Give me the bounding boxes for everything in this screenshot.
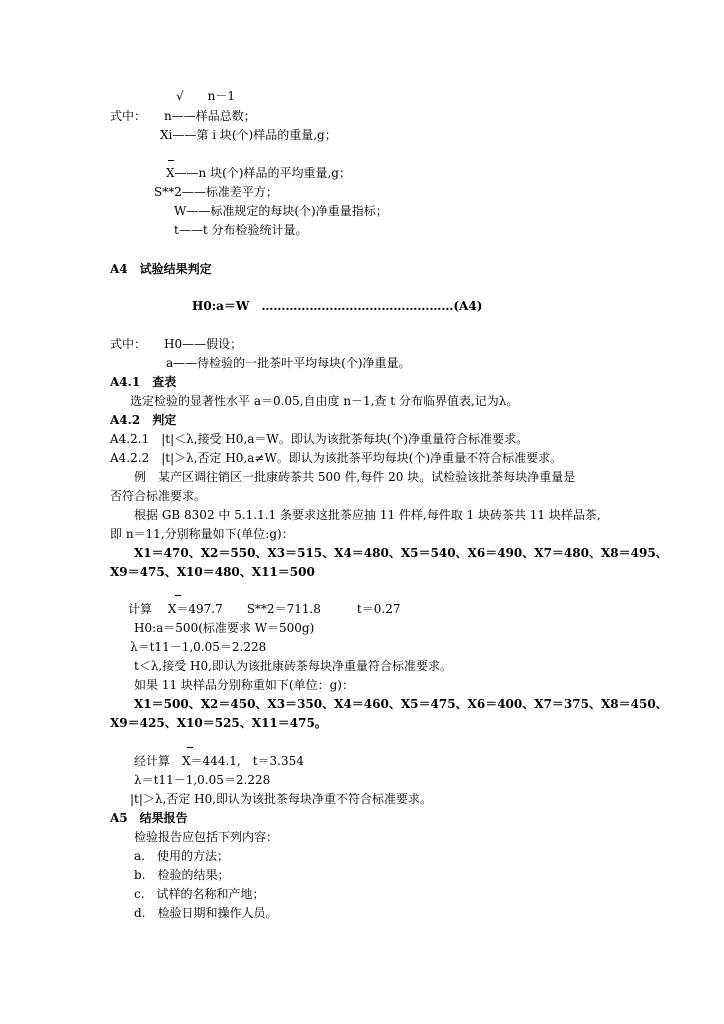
lambda-2: λ＝t11－1,0.05＝2.228 — [134, 773, 271, 787]
report-item-d: d. 检验日期和操作人员。 — [134, 906, 278, 920]
heading-a4-2: A4.2 判定 — [110, 413, 177, 427]
basis-line-2: 即 n＝11,分别称量如下(单位:g)： — [110, 527, 294, 541]
sample-weights-2b: X9＝425、X10＝525、X11＝475。 — [110, 716, 327, 730]
legend-s2: S**2——标准差平方； — [154, 185, 278, 199]
overbar-mark — [187, 747, 193, 748]
legend-n: 式中： n——样品总数； — [110, 109, 256, 123]
report-item-a: a. 使用的方法； — [134, 849, 229, 863]
lambda-1: λ＝t11－1,0.05＝2.228 — [130, 640, 267, 654]
sample-weights-1b: X9＝475、X10＝480、X11＝500 — [110, 565, 315, 579]
overbar-mark — [175, 595, 181, 596]
calc-result-1: 计算 X＝497.7 S**2＝711.8 t＝0.27 — [128, 602, 401, 616]
overbar-mark — [168, 160, 174, 161]
legend-t: t——t 分布检验统计量。 — [174, 223, 308, 237]
calc-result-2: 经计算 X＝444.1, t＝3.354 — [134, 754, 304, 768]
basis-line-1: 根据 GB 8302 中 5.1.1.1 条要求这批茶应抽 11 件样,每件取 1 块砖茶共 11 块样品茶, — [134, 508, 601, 522]
section-heading-a5: A5 结果报告 — [110, 811, 188, 825]
section-heading-a4: A4 试验结果判定 — [110, 262, 212, 276]
report-intro: 检验报告应包括下列内容： — [134, 830, 279, 844]
legend-xi: Xi——第 i 块(个)样品的重量,g； — [160, 128, 337, 142]
legend-w: W——标准规定的每块(个)净重量指标； — [174, 204, 388, 218]
example-line-1: 例 某产区调往销区一批康砖茶共 500 件,每件 20 块。试检验该批茶每块净重量是 — [134, 470, 576, 484]
legend-h0: 式中： H0——假设； — [110, 337, 243, 351]
report-item-b: b. 检验的结果； — [134, 868, 230, 882]
conclusion-2: |t|＞λ,否定 H0,即认为该批茶每块净重不符合标准要求。 — [130, 792, 433, 806]
example-line-2: 否符合标准要求。 — [110, 489, 207, 503]
sample-weights-1a: X1＝470、X2＝550、X3＝515、X4＝480、X5＝540、X6＝490、X7＝480、X8＝495、 — [134, 546, 668, 560]
paragraph-lookup: 选定检验的显著性水平 a＝0.05,自由度 n－1,查 t 分布临界值表,记为λ。 — [130, 394, 519, 408]
report-item-c: c. 试样的名称和产地； — [134, 887, 265, 901]
conclusion-1: t＜λ,接受 H0,即认为该批康砖茶每块净重量符合标准要求。 — [134, 659, 452, 673]
rule-a4-2-2: A4.2.2 |t|＞λ,否定 H0,a≠W。即认为该批茶平均每块(个)净重量不符合标准要求。 — [110, 451, 563, 465]
rule-a4-2-1: A4.2.1 |t|＜λ,接受 H0,a＝W。即认为该批茶每块(个)净重量符合标准要求。 — [110, 432, 529, 446]
formula-sqrt-line: √ n－1 — [176, 89, 236, 103]
legend-a: a——待检验的一批茶叶平均每块(个)净重量。 — [166, 356, 411, 370]
hypothesis-1: H0:a＝500(标准要求 W＝500g) — [134, 621, 315, 635]
legend-xbar: X——n 块(个)样品的平均重量,g； — [166, 166, 351, 180]
heading-a4-1: A4.1 查表 — [110, 375, 177, 389]
sample-weights-2a: X1＝500、X2＝450、X3＝350、X4＝460、X5＝475、X6＝400、X7＝375、X8＝450、 — [134, 697, 668, 711]
equation-a4: H0:a＝W …………………………………………(A4) — [192, 299, 483, 313]
second-sample-intro: 如果 11 块样品分别称重如下(单位：g)： — [134, 678, 354, 692]
